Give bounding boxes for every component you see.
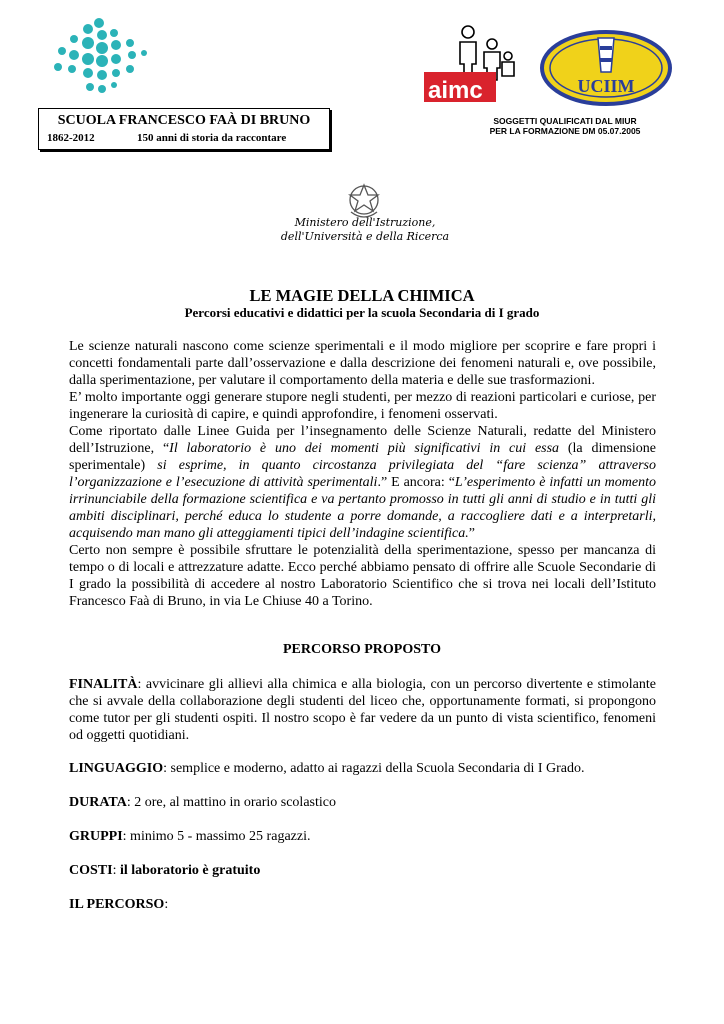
school-header-box [38, 108, 330, 150]
il-percorso-section [69, 896, 656, 913]
linguaggio-text: : semplice e moderno, adatto ai ragazzi della Scuola Secondaria di I Grado. [163, 761, 585, 776]
linguaggio-section [69, 760, 656, 777]
republic-emblem-icon [346, 182, 382, 220]
document-subtitle: Percorsi educativi e didattici per la scuola Secondaria di I grado [184, 305, 540, 320]
intro-paragraph-2: E’ molto importante oggi generare stupore negli studenti, per mezzo di reazioni particolari e curiose, per ingenerare la curiosità di capire, e quindi approfondire, i fenomeni osservati. [69, 390, 656, 422]
p3-part: .” E ancora: “ [377, 475, 455, 490]
durata-label: DURATA [69, 795, 127, 810]
school-years: 1862-2012 [47, 132, 95, 144]
durata-text: : 2 ore, al mattino in orario scolastico [126, 795, 336, 810]
p3-part: (la dimensione sperimentale) [69, 441, 657, 473]
p3-part: ” [468, 526, 475, 541]
gruppi-label: GRUPPI [69, 829, 123, 844]
intro-paragraph-4: Certo non sempre è possibile sfruttare le potenzialità della sperimentazione, spesso per mancanza di tempo o di locali e attrezzature adatte. Ecco perché abbiamo pensato di offrire alle Scuole Secondarie di I grado la possibilità di accedere al nostro Laboratorio Scientifico che si trova nei locali dell’Istituto Francesco Faà di Bruno, in via Le Chiuse 40 a Torino. [69, 543, 656, 609]
p3-quote-2: si esprime, in quanto circostanza privilegiata del “fare scienza” attraverso l’organizzazione e l’esecuzione di attività sperimentali [69, 458, 656, 490]
costi-section [69, 862, 656, 879]
p3-quote-3: L’esperimento è infatti un momento irrinunciabile della formazione scientifica e va pertanto promosso in tutti gli anni di studio e in tutti gli ambiti disciplinari, perché educa lo studente a porre domande, a raccogliere dati e a interpretarli, acquisendo man mano gli atteggiamenti tipici dell’indagine scientifica. [69, 475, 656, 541]
school-motto: 150 anni di storia da raccontare [137, 132, 287, 144]
intro-paragraph-3 [69, 423, 656, 542]
document-title: LE MAGIE DELLA CHIMICA [249, 286, 475, 305]
school-name: SCUOLA FRANCESCO FAÀ DI BRUNO [57, 113, 311, 128]
uciim-logo-icon [540, 30, 672, 106]
p3-quote-1: Il laboratorio è uno dei momenti più significativi in cui essa [169, 441, 560, 456]
soggetti-line-2: PER LA FORMAZIONE DM 05.07.2005 [489, 126, 641, 136]
costi-value: il laboratorio è gratuito [119, 863, 261, 878]
ministry-heading [280, 216, 450, 244]
intro-paragraph-1: Le scienze naturali nascono come scienze sperimentali e il modo migliore per scoprire e fare propri i concetti fondamentali parte dall’osservazione e dalla descrizione dei fenomeni naturali e, ove possibile, dalla sperimentazione, per valutare il comportamento della materia e delle sue trasformazioni. [69, 339, 656, 388]
finalita-label: FINALITÀ [69, 677, 138, 692]
ministry-line-2: dell'Università e della Ricerca [280, 230, 450, 243]
intro-text [69, 338, 656, 610]
soggetti-qualificati [470, 116, 660, 136]
p3-part: Come riportato dalle Linee Guida per l’insegnamento delle Scienze Naturali, redatte del Ministero dell’Istruzione, “ [69, 424, 656, 456]
aimc-logo-icon [420, 22, 530, 104]
costi-sep: : [112, 863, 120, 878]
soggetti-line-1: SOGGETTI QUALIFICATI DAL MIUR [493, 116, 637, 126]
gruppi-text: : minimo 5 - massimo 25 ragazzi. [122, 829, 311, 844]
finalita-section [69, 676, 656, 744]
ministry-line-1: Ministero dell'Istruzione, [294, 216, 436, 229]
il-percorso-label: IL PERCORSO [69, 897, 165, 912]
costi-label: COSTI [69, 863, 113, 878]
durata-section [69, 794, 656, 811]
uciim-logo-text: UCIIM [577, 76, 635, 96]
finalita-text: : avvicinare gli allievi alla chimica e alla biologia, con un percorso divertente e stimolante che si avvale della collaborazione degli studenti del liceo che, opportunamente formati, si propongono come tutor per gli studenti ospiti. Il nostro scopo è far vedere da un punto di vista scientifico, fenomeni od oggetti quotidiani. [69, 677, 656, 743]
gruppi-section [69, 828, 656, 845]
il-percorso-text: : [164, 897, 169, 912]
percorso-heading: PERCORSO PROPOSTO [282, 642, 442, 657]
school-logo-icon [44, 15, 154, 100]
aimc-logo-text: aimc [428, 77, 483, 104]
linguaggio-label: LINGUAGGIO [69, 761, 164, 776]
